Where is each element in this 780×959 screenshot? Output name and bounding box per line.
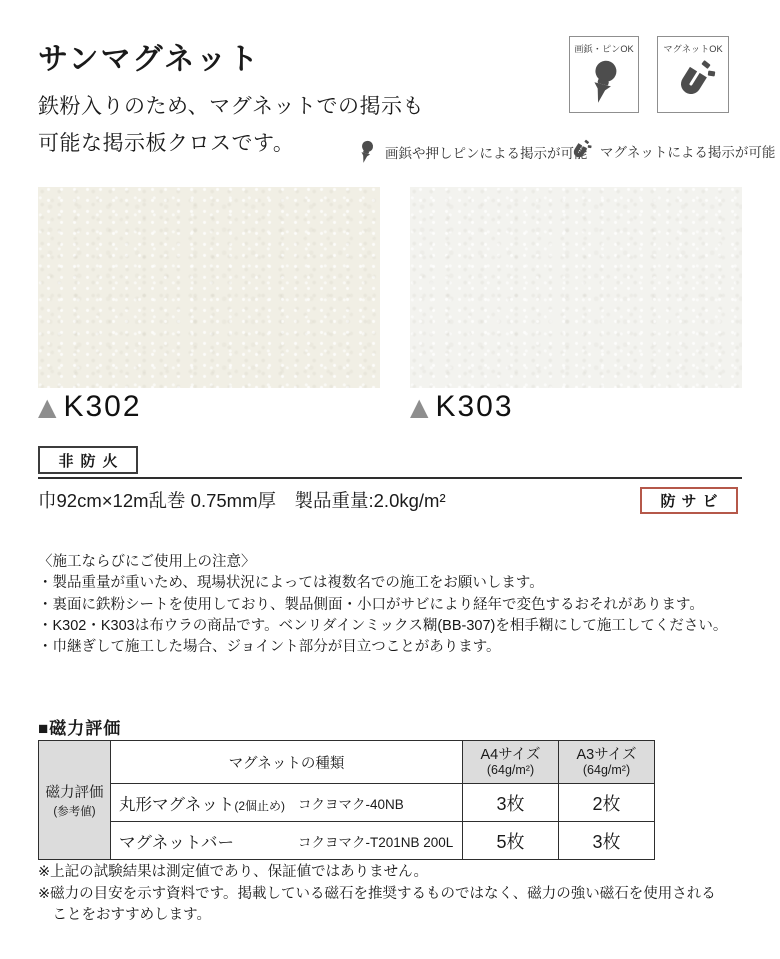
a4-size-label: A4サイズ bbox=[480, 747, 541, 763]
column-header-a4 bbox=[463, 741, 559, 784]
table-header-row bbox=[39, 741, 655, 784]
usage-note-item: ・K302・K303は布ウラの商品です。ベンリダインミックス糊(BB-307)を相手糊にして施工してください。 bbox=[38, 617, 728, 634]
magnet-icon bbox=[658, 57, 728, 105]
column-header-a3 bbox=[559, 741, 655, 784]
usage-note-item: ・裏面に鉄粉シートを使用しており、製品側面・小口がサビにより経年で変色するおそれがあります。 bbox=[38, 596, 704, 613]
magnet-product-code: コクヨマク-T201NB 200L bbox=[298, 834, 454, 850]
product-description-line2: 可能な掲示板クロスです。 bbox=[38, 132, 295, 155]
footnote-line: ※上記の試験結果は測定値であり、保証値ではありません。 bbox=[38, 864, 429, 880]
a4-weight-label: (64g/m²) bbox=[486, 763, 535, 777]
footnotes bbox=[38, 862, 716, 927]
footnote-line: ※磁力の目安を示す資料です。掲載している磁石を推奨するものではなく、磁力の強い磁石を使用される bbox=[38, 885, 716, 902]
a3-value-cell: 3枚 bbox=[559, 822, 655, 860]
pushpin-icon bbox=[356, 138, 377, 165]
row-header-sub: (参考値) bbox=[53, 806, 96, 818]
swatch-label-k303 bbox=[410, 390, 514, 424]
magnet-ok-badge bbox=[657, 36, 729, 113]
non-fireproof-badge: 非防火 bbox=[38, 446, 138, 474]
magnet-name-note: (2個止め) bbox=[234, 798, 286, 813]
a4-value-cell: 3枚 bbox=[463, 784, 559, 822]
row-header-main: 磁力評価 bbox=[45, 785, 104, 801]
usage-note-item: ・巾継ぎして施工した場合、ジョイント部分が目立つことがあります。 bbox=[38, 639, 501, 656]
triangle-marker-icon: ▲ bbox=[38, 393, 57, 421]
pin-ok-badge-label: 画鋲・ピンOK bbox=[574, 44, 634, 55]
product-description-line1: 鉄粉入りのため、マグネットでの掲示も bbox=[38, 95, 424, 118]
magnet-name-cell bbox=[111, 822, 463, 860]
triangle-marker-icon: ▲ bbox=[410, 393, 429, 421]
magnet-icon bbox=[568, 138, 592, 163]
magnet-caption bbox=[568, 138, 775, 163]
magnet-caption-text: マグネットによる掲示が可能 bbox=[600, 144, 776, 160]
pushpin-icon bbox=[570, 57, 638, 105]
product-code: K303 bbox=[435, 390, 514, 423]
divider-rule bbox=[38, 477, 742, 479]
magnet-eval-title: ■磁力評価 bbox=[38, 719, 122, 738]
magnet-product-code: コクヨマク-40NB bbox=[298, 796, 404, 812]
page-title: サンマグネット bbox=[38, 43, 261, 76]
swatch-image-k302 bbox=[38, 187, 380, 388]
usage-note-item: ・製品重量が重いため、現場状況によっては複数名での施工をお願いします。 bbox=[38, 575, 544, 592]
table-row bbox=[39, 784, 655, 822]
a3-size-label: A3サイズ bbox=[576, 747, 637, 763]
magnet-eval-table bbox=[38, 740, 655, 860]
swatch-image-k303 bbox=[410, 187, 742, 388]
product-code: K302 bbox=[63, 390, 142, 423]
a4-value-cell: 5枚 bbox=[463, 822, 559, 860]
row-header-cell bbox=[39, 741, 111, 860]
rust-proof-badge: 防サビ bbox=[640, 487, 738, 514]
product-spec-text: 巾92cm×12m乱巻 0.75mm厚 製品重量:2.0kg/m² bbox=[38, 490, 446, 511]
magnet-ok-badge-label: マグネットOK bbox=[663, 44, 723, 55]
a3-value-cell: 2枚 bbox=[559, 784, 655, 822]
table-row bbox=[39, 822, 655, 860]
pin-caption bbox=[356, 138, 588, 165]
magnet-name: マグネットバー bbox=[119, 833, 235, 852]
magnet-name-cell bbox=[111, 784, 463, 822]
pin-ok-badge bbox=[569, 36, 639, 113]
pin-caption-text: 画鋲や押しピンによる掲示が可能 bbox=[385, 145, 588, 161]
usage-notes-heading: 〈施工ならびにご使用上の注意〉 bbox=[38, 554, 256, 570]
usage-notes bbox=[38, 552, 727, 658]
magnet-name: 丸形マグネット bbox=[119, 795, 235, 814]
column-header-magnet-type: マグネットの種類 bbox=[111, 741, 463, 784]
a3-weight-label: (64g/m²) bbox=[582, 763, 631, 777]
swatch-label-k302 bbox=[38, 390, 142, 424]
footnote-line: ことをおすすめします。 bbox=[38, 907, 211, 923]
